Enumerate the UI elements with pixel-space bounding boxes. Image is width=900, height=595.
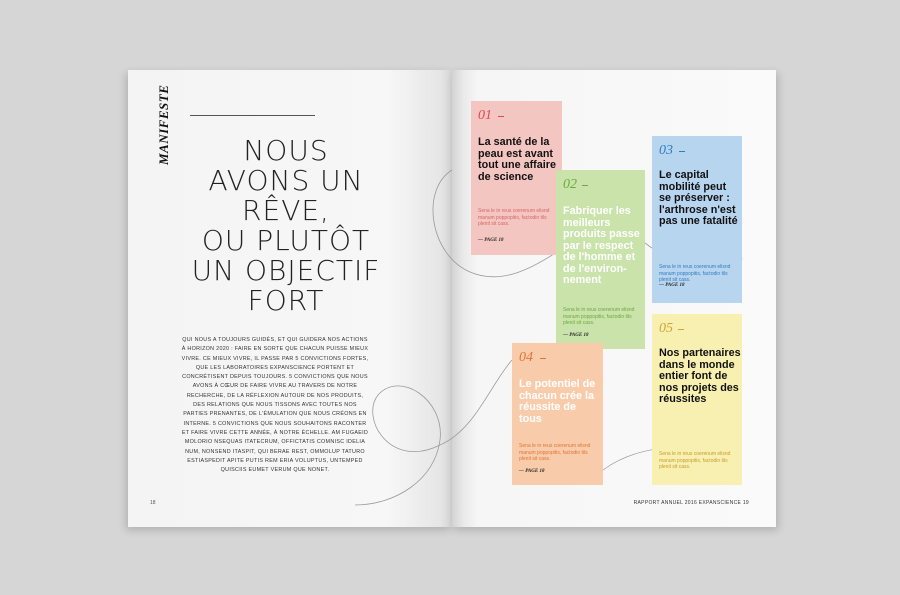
section-label: MANIFESTE: [156, 84, 171, 165]
headline-line: AVONS UN: [208, 164, 364, 197]
headline-line: RÊVE,: [242, 194, 330, 227]
card-number-dash: [498, 116, 504, 117]
page-number-left: 18: [150, 500, 156, 506]
card-page-ref: — PAGE 18: [659, 283, 685, 288]
conviction-card-04: [512, 343, 603, 485]
conviction-card-02: [556, 170, 645, 349]
card-description: Sena le in reus coerenum elisnd manum poppopitis, factodin tils plenit sit cass.: [659, 451, 731, 470]
card-page-ref: — PAGE 18: [519, 469, 545, 474]
card-number: 04: [519, 350, 533, 365]
card-title: Le potentiel de chacun crée la réussite de tous: [519, 378, 596, 425]
card-number-dash: [582, 185, 588, 186]
headline-line: FORT: [247, 284, 325, 317]
card-number-dash: [678, 329, 684, 330]
left-page: [128, 70, 452, 527]
title-rule: [190, 115, 315, 116]
headline-line: UN OBJECTIF: [191, 254, 381, 287]
headline-line: NOUS: [243, 134, 329, 167]
conviction-card-01: [471, 101, 562, 255]
headline-line: OU PLUTÔT: [201, 224, 371, 257]
card-number-dash: [540, 358, 546, 359]
card-number: 02: [563, 177, 577, 192]
card-description: Sena le in reus coerenum elisnd manum poppopitis, factodin tils plenit sit cass.: [519, 443, 591, 462]
card-number-dash: [679, 151, 685, 152]
card-title: Le capital mobilité peut se préserver : l'arthrose n'est pas une fatalité: [659, 169, 738, 227]
page-headline: [158, 136, 414, 316]
page-footer-right: RAPPORT ANNUEL 2016 EXPANSCIENCE 19: [633, 500, 749, 506]
card-description: Sena le in reus coerenum elisnd manum poppopitis, factodin tils plenit sit cass.: [563, 307, 635, 326]
spread-gutter: [440, 70, 464, 527]
conviction-card-03: [652, 136, 742, 303]
card-title: Nos partenaires dans le monde entier font de nos projets des réussites: [659, 347, 741, 405]
card-number: 01: [478, 108, 492, 123]
conviction-card-05: [652, 314, 742, 485]
card-description: Sena le in reus coerenum elisnd manum poppopitis, factodin tils plenit sit cass.: [659, 264, 731, 283]
card-number: 05: [659, 321, 673, 336]
card-number: 03: [659, 143, 673, 158]
card-description: Sena le in reus coerenum elisnd manum poppopitis, factodin tils plenit sit cass.: [478, 208, 550, 227]
body-paragraph: QUI NOUS A TOUJOURS GUIDÉS, ET QUI GUIDERA NOS ACTIONS À HORIZON 2020 : FAIRE EN SORTE QUE CHACUN PUISSE MIEUX VIVRE. CE MIEUX VIVRE, IL PASSE PAR 5 CONVICTIONS FORTES, QUE LES LABORATOIRES EXPANSCIENCE PORTENT ET CONCRÉTISENT DEPUIS TOUJOURS. 5 CONVICTIONS QUE NOUS AVONS À CŒUR DE FAIRE VIVRE AU TRAVERS DE NOTRE RECHERCHE, DE LA RÉFLEXION AUTOUR DE NOS PRODUITS, DES RELATIONS QUE NOUS TISSONS AVEC TOUTES NOS PARTIES PRENANTES, DE L'ÉMULATION QUE NOUS CRÉONS EN INTERNE. 5 CONVICTIONS QUE NOUS SOUHAITONS RACONTER ET FAIRE VIVRE CETTE ANNÉE, À NOTRE ÉCHELLE. AM FUGAEID MOLORIO NSEQUAS ITATECRUM, OFFICTATIS COMNISC IDELIA NUM, NONSEND ITASPIT, QUI BERAE REST, OMMOLUP TATURO ESTIASPEDIT APITE PUTIS REM ERIA VOLUPTUS, UNTEMPED QUISCIIS EUMET VERUM QUE NONET.: [181, 337, 369, 474]
card-page-ref: — PAGE 18: [478, 238, 504, 243]
card-title: Fabriquer les meilleurs produits passe par le respect de l'homme et de l'environ-nement: [563, 205, 640, 286]
card-title: La santé de la peau est avant tout une affaire de science: [478, 136, 556, 183]
card-page-ref: — PAGE 18: [563, 333, 589, 338]
